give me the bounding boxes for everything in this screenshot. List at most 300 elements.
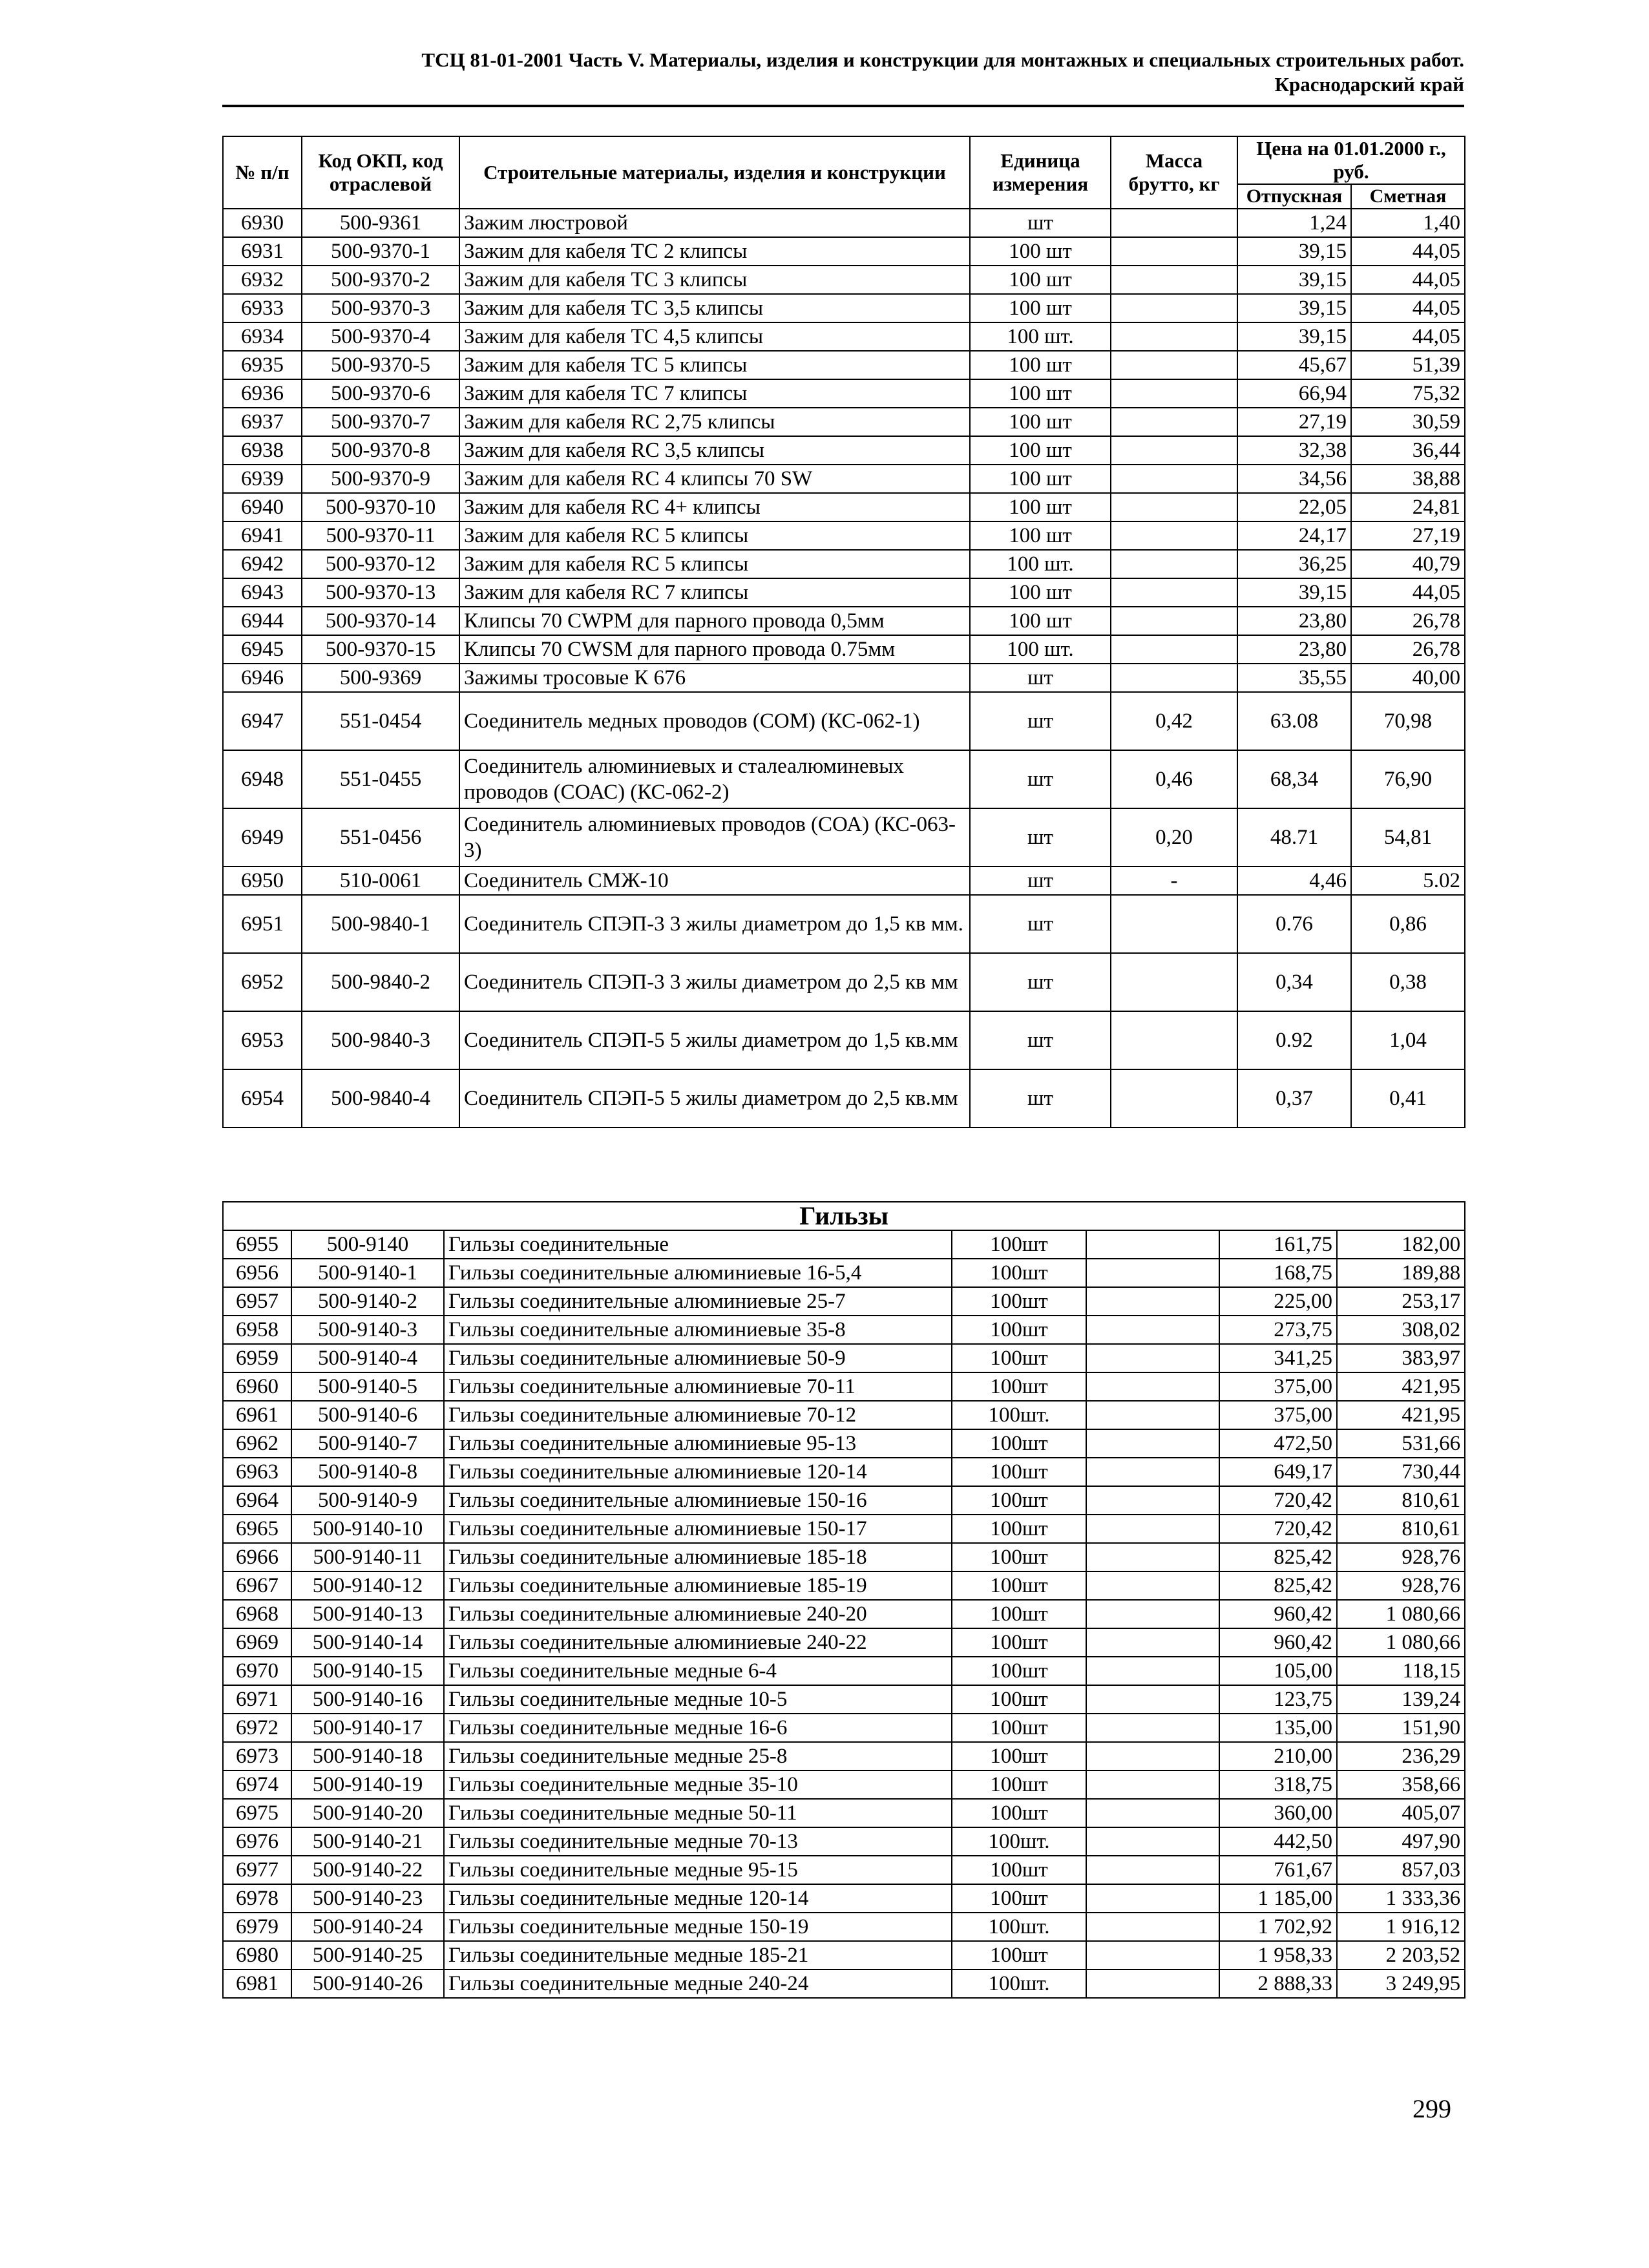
row-number: 6934	[223, 322, 302, 351]
row-code: 500-9370-2	[302, 266, 459, 294]
row-price-release: 225,00	[1219, 1287, 1337, 1316]
row-price-estimate: 44,05	[1351, 322, 1465, 351]
row-price-estimate: 253,17	[1337, 1287, 1465, 1316]
row-code: 500-9370-8	[302, 436, 459, 465]
row-price-estimate: 358,66	[1337, 1770, 1465, 1799]
row-code: 551-0454	[302, 692, 459, 750]
row-price-release: 375,00	[1219, 1372, 1337, 1401]
row-price-release: 318,75	[1219, 1770, 1337, 1799]
row-mass	[1086, 1230, 1219, 1259]
row-unit: шт	[970, 953, 1111, 1011]
table-row	[223, 237, 1465, 266]
row-price-release: 168,75	[1219, 1259, 1337, 1287]
row-code: 500-9140-15	[291, 1657, 444, 1685]
row-mass	[1086, 1742, 1219, 1770]
row-price-estimate: 1,40	[1351, 209, 1465, 237]
row-number: 6959	[223, 1344, 291, 1372]
row-number: 6936	[223, 379, 302, 408]
row-name: Гильзы соединительные алюминиевые 185-19	[444, 1571, 952, 1600]
row-price-estimate: 421,95	[1337, 1401, 1465, 1429]
row-name: Зажим для кабеля ТС 5 клипсы	[459, 351, 970, 379]
row-price-release: 0,37	[1237, 1069, 1351, 1128]
row-code: 510-0061	[302, 866, 459, 895]
row-price-release: 23,80	[1237, 635, 1351, 664]
row-number: 6962	[223, 1429, 291, 1458]
table-row	[223, 1069, 1465, 1128]
row-code: 500-9840-4	[302, 1069, 459, 1128]
row-price-release: 273,75	[1219, 1316, 1337, 1344]
row-price-release: 1 702,92	[1219, 1913, 1337, 1941]
price-table	[222, 136, 1465, 1128]
row-mass: 0,20	[1111, 808, 1237, 866]
row-mass	[1086, 1969, 1219, 1998]
row-code: 500-9140-4	[291, 1344, 444, 1372]
table-row	[223, 1287, 1465, 1316]
row-mass	[1111, 322, 1237, 351]
table-row	[223, 808, 1465, 866]
row-unit: 100 шт	[970, 607, 1111, 635]
row-price-estimate: 30,59	[1351, 408, 1465, 436]
table-row	[223, 493, 1465, 521]
row-price-release: 39,15	[1237, 294, 1351, 322]
row-price-estimate: 24,81	[1351, 493, 1465, 521]
row-mass	[1086, 1685, 1219, 1714]
row-number: 6930	[223, 209, 302, 237]
row-code: 500-9370-11	[302, 521, 459, 550]
table-row	[223, 1571, 1465, 1600]
row-name: Гильзы соединительные алюминиевые 150-17	[444, 1515, 952, 1543]
row-price-release: 39,15	[1237, 322, 1351, 351]
row-price-release: 0.76	[1237, 895, 1351, 953]
row-mass	[1086, 1429, 1219, 1458]
table-row	[223, 1856, 1465, 1884]
table-row	[223, 1458, 1465, 1486]
row-unit: шт	[970, 209, 1111, 237]
row-code: 500-9370-6	[302, 379, 459, 408]
row-code: 500-9369	[302, 664, 459, 692]
row-unit: 100шт	[952, 1515, 1086, 1543]
row-price-release: 960,42	[1219, 1628, 1337, 1657]
row-name: Соединитель СМЖ-10	[459, 866, 970, 895]
row-price-release: 22,05	[1237, 493, 1351, 521]
row-code: 500-9140-8	[291, 1458, 444, 1486]
row-mass	[1111, 209, 1237, 237]
row-mass	[1111, 493, 1237, 521]
table-row	[223, 521, 1465, 550]
row-price-estimate: 730,44	[1337, 1458, 1465, 1486]
row-price-estimate: 75,32	[1351, 379, 1465, 408]
row-number: 6944	[223, 607, 302, 635]
row-price-release: 1 958,33	[1219, 1941, 1337, 1969]
row-price-release: 210,00	[1219, 1742, 1337, 1770]
row-name: Гильзы соединительные алюминиевые 35-8	[444, 1316, 952, 1344]
table-row	[223, 465, 1465, 493]
row-unit: 100шт.	[952, 1913, 1086, 1941]
row-name: Гильзы соединительные алюминиевые 240-22	[444, 1628, 952, 1657]
col-unit: Единица измерения	[970, 136, 1111, 209]
row-code: 500-9370-9	[302, 465, 459, 493]
row-price-release: 45,67	[1237, 351, 1351, 379]
row-unit: шт	[970, 1011, 1111, 1069]
row-code: 500-9370-1	[302, 237, 459, 266]
row-price-estimate: 151,90	[1337, 1714, 1465, 1742]
row-mass	[1086, 1913, 1219, 1941]
row-code: 500-9140-10	[291, 1515, 444, 1543]
row-number: 6935	[223, 351, 302, 379]
row-price-release: 720,42	[1219, 1515, 1337, 1543]
table-row	[223, 953, 1465, 1011]
row-unit: 100шт	[952, 1628, 1086, 1657]
row-price-release: 27,19	[1237, 408, 1351, 436]
row-price-estimate: 38,88	[1351, 465, 1465, 493]
table-row	[223, 692, 1465, 750]
row-number: 6973	[223, 1742, 291, 1770]
table-row	[223, 436, 1465, 465]
row-unit: 100шт	[952, 1543, 1086, 1571]
row-name: Гильзы соединительные медные 120-14	[444, 1884, 952, 1913]
row-price-estimate: 0,86	[1351, 895, 1465, 953]
row-code: 500-9140-12	[291, 1571, 444, 1600]
row-name: Зажим для кабеля RC 2,75 клипсы	[459, 408, 970, 436]
table-row	[223, 578, 1465, 607]
row-price-estimate: 26,78	[1351, 607, 1465, 635]
row-name: Гильзы соединительные алюминиевые 50-9	[444, 1344, 952, 1372]
row-number: 6965	[223, 1515, 291, 1543]
row-number: 6932	[223, 266, 302, 294]
row-name: Зажим для кабеля ТС 2 клипсы	[459, 237, 970, 266]
row-number: 6956	[223, 1259, 291, 1287]
row-name: Зажим для кабеля RC 7 клипсы	[459, 578, 970, 607]
row-code: 500-9840-1	[302, 895, 459, 953]
row-number: 6958	[223, 1316, 291, 1344]
row-price-estimate: 26,78	[1351, 635, 1465, 664]
table-row	[223, 1600, 1465, 1628]
row-price-estimate: 5.02	[1351, 866, 1465, 895]
row-price-estimate: 139,24	[1337, 1685, 1465, 1714]
row-price-release: 39,15	[1237, 578, 1351, 607]
row-number: 6933	[223, 294, 302, 322]
table-row	[223, 266, 1465, 294]
row-price-estimate: 810,61	[1337, 1515, 1465, 1543]
row-code: 500-9140-11	[291, 1543, 444, 1571]
row-name: Зажим для кабеля RC 4+ клипсы	[459, 493, 970, 521]
row-code: 500-9140	[291, 1230, 444, 1259]
row-price-release: 720,42	[1219, 1486, 1337, 1515]
table-row	[223, 1429, 1465, 1458]
row-price-release: 39,15	[1237, 266, 1351, 294]
row-name: Соединитель СПЭП-5 5 жилы диаметром до 1,5 кв.мм	[459, 1011, 970, 1069]
row-price-release: 123,75	[1219, 1685, 1337, 1714]
row-name: Гильзы соединительные алюминиевые 150-16	[444, 1486, 952, 1515]
row-price-release: 360,00	[1219, 1799, 1337, 1827]
table-row	[223, 1799, 1465, 1827]
row-name: Гильзы соединительные алюминиевые 25-7	[444, 1287, 952, 1316]
table-row	[223, 607, 1465, 635]
row-number: 6980	[223, 1941, 291, 1969]
row-mass	[1086, 1657, 1219, 1685]
row-price-release: 1 185,00	[1219, 1884, 1337, 1913]
row-code: 500-9140-23	[291, 1884, 444, 1913]
table-row	[223, 1913, 1465, 1941]
row-number: 6943	[223, 578, 302, 607]
col-mass: Масса брутто, кг	[1111, 136, 1237, 209]
row-price-release: 375,00	[1219, 1401, 1337, 1429]
row-mass	[1111, 664, 1237, 692]
row-unit: 100шт	[952, 1884, 1086, 1913]
row-price-estimate: 76,90	[1351, 750, 1465, 808]
row-mass	[1111, 237, 1237, 266]
row-unit: 100 шт.	[970, 322, 1111, 351]
table-row	[223, 1941, 1465, 1969]
table-row	[223, 1230, 1465, 1259]
row-code: 500-9140-25	[291, 1941, 444, 1969]
row-mass	[1086, 1770, 1219, 1799]
row-mass	[1086, 1259, 1219, 1287]
row-mass	[1086, 1287, 1219, 1316]
row-number: 6947	[223, 692, 302, 750]
col-price: Цена на 01.01.2000 г., руб.	[1237, 136, 1465, 184]
row-mass	[1086, 1316, 1219, 1344]
row-number: 6931	[223, 237, 302, 266]
row-number: 6972	[223, 1714, 291, 1742]
row-code: 500-9840-3	[302, 1011, 459, 1069]
row-name: Соединитель СПЭП-3 3 жилы диаметром до 1,5 кв мм.	[459, 895, 970, 953]
row-unit: 100шт.	[952, 1827, 1086, 1856]
row-price-estimate: 44,05	[1351, 266, 1465, 294]
row-mass: -	[1111, 866, 1237, 895]
row-name: Гильзы соединительные медные 35-10	[444, 1770, 952, 1799]
row-number: 6979	[223, 1913, 291, 1941]
row-unit: 100шт	[952, 1372, 1086, 1401]
row-name: Гильзы соединительные	[444, 1230, 952, 1259]
col-code: Код ОКП, код отраслевой	[302, 136, 459, 209]
row-unit: 100шт	[952, 1856, 1086, 1884]
row-code: 500-9361	[302, 209, 459, 237]
row-code: 551-0456	[302, 808, 459, 866]
row-unit: 100шт	[952, 1230, 1086, 1259]
row-price-release: 825,42	[1219, 1543, 1337, 1571]
header-region: Краснодарский край	[1274, 73, 1464, 96]
page-header	[258, 48, 1464, 97]
table-row	[223, 379, 1465, 408]
row-unit: 100шт	[952, 1770, 1086, 1799]
row-code: 500-9370-4	[302, 322, 459, 351]
row-number: 6941	[223, 521, 302, 550]
row-name: Гильзы соединительные медные 10-5	[444, 1685, 952, 1714]
table-row	[223, 1685, 1465, 1714]
section-heading: Гильзы	[223, 1202, 1465, 1230]
row-number: 6981	[223, 1969, 291, 1998]
table-body	[223, 209, 1465, 1128]
row-code: 500-9140-13	[291, 1600, 444, 1628]
row-price-estimate: 27,19	[1351, 521, 1465, 550]
row-number: 6949	[223, 808, 302, 866]
row-name: Гильзы соединительные медные 25-8	[444, 1742, 952, 1770]
row-name: Гильзы соединительные алюминиевые 70-11	[444, 1372, 952, 1401]
row-price-estimate: 0,41	[1351, 1069, 1465, 1128]
row-mass	[1111, 635, 1237, 664]
row-unit: шт	[970, 895, 1111, 953]
row-price-estimate: 421,95	[1337, 1372, 1465, 1401]
row-name: Соединитель медных проводов (СОМ) (КС-062-1)	[459, 692, 970, 750]
row-number: 6968	[223, 1600, 291, 1628]
row-mass	[1111, 1011, 1237, 1069]
row-number: 6966	[223, 1543, 291, 1571]
row-name: Зажим для кабеля RC 4 клипсы 70 SW	[459, 465, 970, 493]
row-name: Гильзы соединительные алюминиевые 95-13	[444, 1429, 952, 1458]
row-price-estimate: 1 333,36	[1337, 1884, 1465, 1913]
row-price-estimate: 308,02	[1337, 1316, 1465, 1344]
page-number: 299	[1413, 2094, 1451, 2123]
row-code: 500-9140-3	[291, 1316, 444, 1344]
row-unit: 100шт	[952, 1685, 1086, 1714]
row-number: 6939	[223, 465, 302, 493]
table-row	[223, 1543, 1465, 1571]
row-mass	[1086, 1458, 1219, 1486]
row-number: 6971	[223, 1685, 291, 1714]
row-mass	[1111, 578, 1237, 607]
row-price-release: 960,42	[1219, 1600, 1337, 1628]
row-mass	[1086, 1543, 1219, 1571]
row-unit: 100шт	[952, 1657, 1086, 1685]
row-mass	[1086, 1372, 1219, 1401]
table-row	[223, 635, 1465, 664]
row-code: 500-9140-6	[291, 1401, 444, 1429]
table-row	[223, 351, 1465, 379]
row-name: Гильзы соединительные медные 16-6	[444, 1714, 952, 1742]
row-price-estimate: 70,98	[1351, 692, 1465, 750]
row-price-estimate: 2 203,52	[1337, 1941, 1465, 1969]
row-name: Гильзы соединительные медные 70-13	[444, 1827, 952, 1856]
row-number: 6957	[223, 1287, 291, 1316]
row-unit: 100шт.	[952, 1969, 1086, 1998]
table-row	[223, 1259, 1465, 1287]
row-unit: 100шт	[952, 1571, 1086, 1600]
row-code: 500-9140-19	[291, 1770, 444, 1799]
row-price-estimate: 383,97	[1337, 1344, 1465, 1372]
table-row	[223, 1316, 1465, 1344]
row-number: 6967	[223, 1571, 291, 1600]
row-unit: 100 шт	[970, 237, 1111, 266]
row-unit: 100шт	[952, 1941, 1086, 1969]
row-number: 6955	[223, 1230, 291, 1259]
row-price-release: 32,38	[1237, 436, 1351, 465]
row-price-estimate: 44,05	[1351, 237, 1465, 266]
row-code: 500-9140-20	[291, 1799, 444, 1827]
row-price-estimate: 857,03	[1337, 1856, 1465, 1884]
row-number: 6952	[223, 953, 302, 1011]
row-price-release: 649,17	[1219, 1458, 1337, 1486]
row-name: Зажим для кабеля ТС 3,5 клипсы	[459, 294, 970, 322]
row-name: Гильзы соединительные медные 150-19	[444, 1913, 952, 1941]
row-mass	[1086, 1827, 1219, 1856]
table-row	[223, 895, 1465, 953]
row-price-estimate: 236,29	[1337, 1742, 1465, 1770]
table-row	[223, 1742, 1465, 1770]
row-mass	[1111, 294, 1237, 322]
row-code: 500-9370-12	[302, 550, 459, 578]
row-price-estimate: 118,15	[1337, 1657, 1465, 1685]
row-unit: 100 шт	[970, 408, 1111, 436]
row-name: Зажимы тросовые К 676	[459, 664, 970, 692]
row-code: 500-9370-14	[302, 607, 459, 635]
row-price-estimate: 51,39	[1351, 351, 1465, 379]
row-code: 500-9140-9	[291, 1486, 444, 1515]
row-number: 6961	[223, 1401, 291, 1429]
row-number: 6938	[223, 436, 302, 465]
row-price-release: 825,42	[1219, 1571, 1337, 1600]
row-name: Гильзы соединительные медные 50-11	[444, 1799, 952, 1827]
row-name: Гильзы соединительные алюминиевые 185-18	[444, 1543, 952, 1571]
row-price-estimate: 182,00	[1337, 1230, 1465, 1259]
row-number: 6960	[223, 1372, 291, 1401]
row-number: 6945	[223, 635, 302, 664]
row-price-release: 0.92	[1237, 1011, 1351, 1069]
row-price-estimate: 405,07	[1337, 1799, 1465, 1827]
row-number: 6977	[223, 1856, 291, 1884]
row-name: Гильзы соединительные медные 185-21	[444, 1941, 952, 1969]
row-name: Гильзы соединительные алюминиевые 70-12	[444, 1401, 952, 1429]
table-row	[223, 1770, 1465, 1799]
row-price-estimate: 3 249,95	[1337, 1969, 1465, 1998]
row-code: 500-9840-2	[302, 953, 459, 1011]
row-price-estimate: 40,79	[1351, 550, 1465, 578]
row-unit: 100шт	[952, 1714, 1086, 1742]
row-name: Клипсы 70 CWPM для парного провода 0,5мм	[459, 607, 970, 635]
row-price-estimate: 928,76	[1337, 1571, 1465, 1600]
row-price-release: 472,50	[1219, 1429, 1337, 1458]
row-mass	[1111, 351, 1237, 379]
row-code: 500-9370-10	[302, 493, 459, 521]
row-mass	[1086, 1571, 1219, 1600]
row-unit: 100шт.	[952, 1401, 1086, 1429]
row-price-release: 135,00	[1219, 1714, 1337, 1742]
row-name: Гильзы соединительные алюминиевые 16-5,4	[444, 1259, 952, 1287]
row-unit: 100 шт	[970, 379, 1111, 408]
row-name: Зажим люстровой	[459, 209, 970, 237]
row-name: Соединитель алюминиевых проводов (СОА) (КС-063-3)	[459, 808, 970, 866]
table-row	[223, 1628, 1465, 1657]
row-price-release: 161,75	[1219, 1230, 1337, 1259]
row-code: 500-9140-1	[291, 1259, 444, 1287]
row-number: 6974	[223, 1770, 291, 1799]
row-number: 6970	[223, 1657, 291, 1685]
row-name: Зажим для кабеля ТС 7 клипсы	[459, 379, 970, 408]
row-code: 500-9140-2	[291, 1287, 444, 1316]
row-price-release: 4,46	[1237, 866, 1351, 895]
row-name: Соединитель СПЭП-3 3 жилы диаметром до 2,5 кв мм	[459, 953, 970, 1011]
row-price-estimate: 1 080,66	[1337, 1628, 1465, 1657]
row-name: Зажим для кабеля RC 5 клипсы	[459, 550, 970, 578]
row-unit: 100шт	[952, 1458, 1086, 1486]
row-name: Клипсы 70 CWSM для парного провода 0.75мм	[459, 635, 970, 664]
header-title: ТСЦ 81-01-2001 Часть V. Материалы, изделия и конструкции для монтажных и специальных строительных работ.	[421, 48, 1464, 71]
table-row	[223, 322, 1465, 351]
row-mass	[1111, 953, 1237, 1011]
row-mass	[1111, 436, 1237, 465]
row-price-estimate: 928,76	[1337, 1543, 1465, 1571]
row-unit: шт	[970, 750, 1111, 808]
row-mass	[1086, 1941, 1219, 1969]
row-name: Зажим для кабеля ТС 3 клипсы	[459, 266, 970, 294]
row-price-estimate: 40,00	[1351, 664, 1465, 692]
row-price-release: 761,67	[1219, 1856, 1337, 1884]
row-name: Гильзы соединительные алюминиевые 240-20	[444, 1600, 952, 1628]
col-num: № п/п	[223, 136, 302, 209]
row-code: 500-9370-3	[302, 294, 459, 322]
row-mass	[1086, 1884, 1219, 1913]
table-row	[223, 550, 1465, 578]
